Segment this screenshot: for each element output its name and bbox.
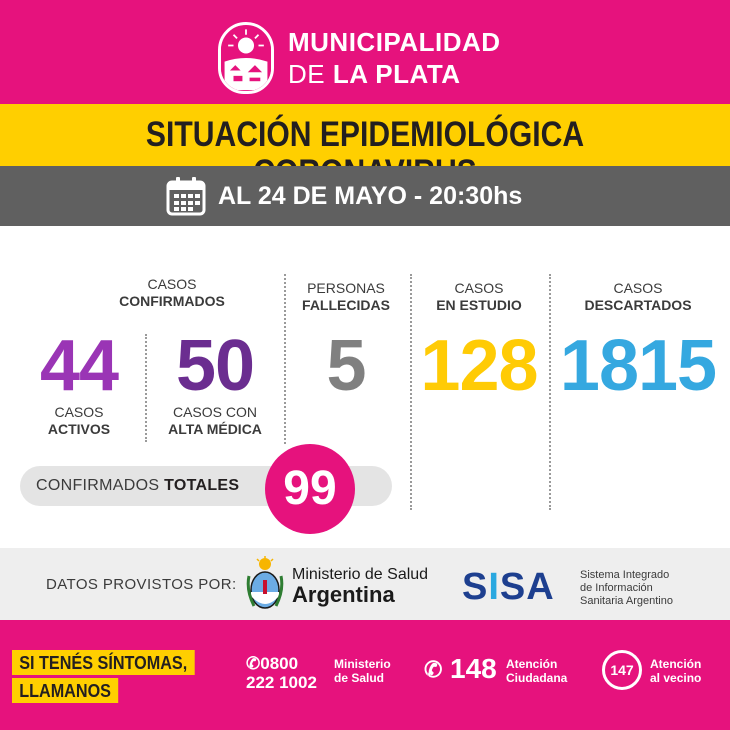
sisa-line2: de Información	[580, 582, 653, 594]
confirmados-label-line1: CASOS	[147, 276, 197, 292]
totales-label-bold: TOTALES	[164, 477, 240, 494]
phone-ministerio-label-line2: de Salud	[334, 671, 385, 685]
sisa-logo	[462, 568, 555, 606]
activos-label-line1: CASOS	[54, 404, 104, 420]
report-date: AL 24 DE MAYO - 20:30hs	[218, 182, 523, 210]
ministerio-line1: Ministerio de Salud	[292, 566, 429, 583]
descartados-value: 1815	[559, 326, 717, 406]
phone-147-label-line1: Atención	[650, 657, 702, 671]
title-band	[0, 104, 730, 166]
header	[0, 0, 730, 104]
fallecidas-label-line2: FALLECIDAS	[302, 297, 390, 313]
municipality-name	[288, 26, 501, 90]
phone-148-label-line2: Ciudadana	[506, 671, 568, 685]
stats-panel	[0, 226, 730, 548]
seal-icon	[218, 22, 274, 94]
totales-value: 99	[265, 444, 355, 534]
estudio-value: 128	[420, 326, 538, 406]
sisa-description	[580, 569, 673, 608]
divider	[410, 274, 412, 510]
fallecidas-label-line1: PERSONAS	[307, 280, 385, 296]
alta-label	[150, 404, 280, 438]
activos-label	[24, 404, 134, 438]
divider	[284, 274, 286, 444]
phone-147-label	[650, 657, 701, 685]
alta-value: 50	[175, 326, 255, 406]
phone-148-label	[506, 657, 567, 685]
descartados-label	[556, 280, 720, 314]
sisa-letter-s: S	[462, 566, 489, 608]
phone-148-label-line1: Atención	[506, 657, 558, 671]
descartados-label-line2: DESCARTADOS	[584, 297, 692, 313]
fallecidas-label	[290, 280, 402, 314]
calendar-icon	[166, 176, 206, 216]
sisa-letter-i: I	[488, 566, 500, 608]
estudio-label-line1: CASOS	[454, 280, 504, 296]
fallecidas-value: 5	[326, 326, 366, 406]
phone-ministerio-line1: 0800	[260, 654, 299, 673]
phone-147-label-line2: al vecino	[650, 671, 702, 685]
municipality-city: LA PLATA	[332, 59, 461, 89]
alta-label-line1: CASOS CON	[172, 404, 257, 420]
footer	[0, 620, 730, 730]
activos-label-line2: ACTIVOS	[47, 421, 111, 437]
phone-148: 148	[450, 653, 497, 684]
phone-icon: ✆	[424, 657, 443, 682]
phone-ministerio	[246, 654, 317, 692]
alta-label-line2: ALTA MÉDICA	[168, 421, 262, 437]
estudio-label	[416, 280, 542, 314]
report-title: SITUACIÓN EPIDEMIOLÓGICA	[145, 115, 585, 154]
sintomas-line1: SI TENÉS SÍNTOMAS,	[12, 650, 194, 675]
sisa-line1: Sistema Integrado	[580, 569, 670, 581]
estudio-label-line2: EN ESTUDIO	[436, 297, 522, 313]
ministerio-logo	[292, 566, 428, 606]
sisa-line3: Sanitaria Argentino	[580, 595, 673, 607]
sisa-letters-sa: SA	[499, 566, 555, 608]
municipality-prefix: DE	[288, 59, 326, 89]
date-band	[0, 166, 730, 226]
confirmados-label-line2: CONFIRMADOS	[119, 293, 225, 309]
phone-ministerio-label	[334, 657, 391, 685]
totales-label	[36, 477, 239, 495]
descartados-label-line1: CASOS	[613, 280, 663, 296]
argentina-coat-of-arms-icon	[246, 556, 284, 614]
ministerio-line2: Argentina	[292, 582, 395, 607]
divider	[549, 274, 551, 510]
confirmados-label	[92, 276, 252, 310]
providers-label: DATOS PROVISTOS POR:	[46, 576, 237, 593]
totales-label-prefix: CONFIRMADOS	[36, 477, 160, 494]
phone-ministerio-label-line1: Ministerio	[334, 657, 391, 671]
phone-147-badge: 147	[602, 650, 642, 690]
divider	[145, 334, 147, 442]
municipality-line1: MUNICIPALIDAD	[288, 27, 501, 57]
phone-icon: ✆	[246, 654, 261, 673]
providers-band	[0, 548, 730, 620]
phone-ministerio-line2: 222 1002	[246, 673, 317, 692]
sintomas-callout	[12, 650, 222, 702]
municipality-line2	[288, 58, 501, 90]
sintomas-line2: LLAMANOS	[12, 678, 118, 703]
activos-value: 44	[39, 326, 119, 406]
